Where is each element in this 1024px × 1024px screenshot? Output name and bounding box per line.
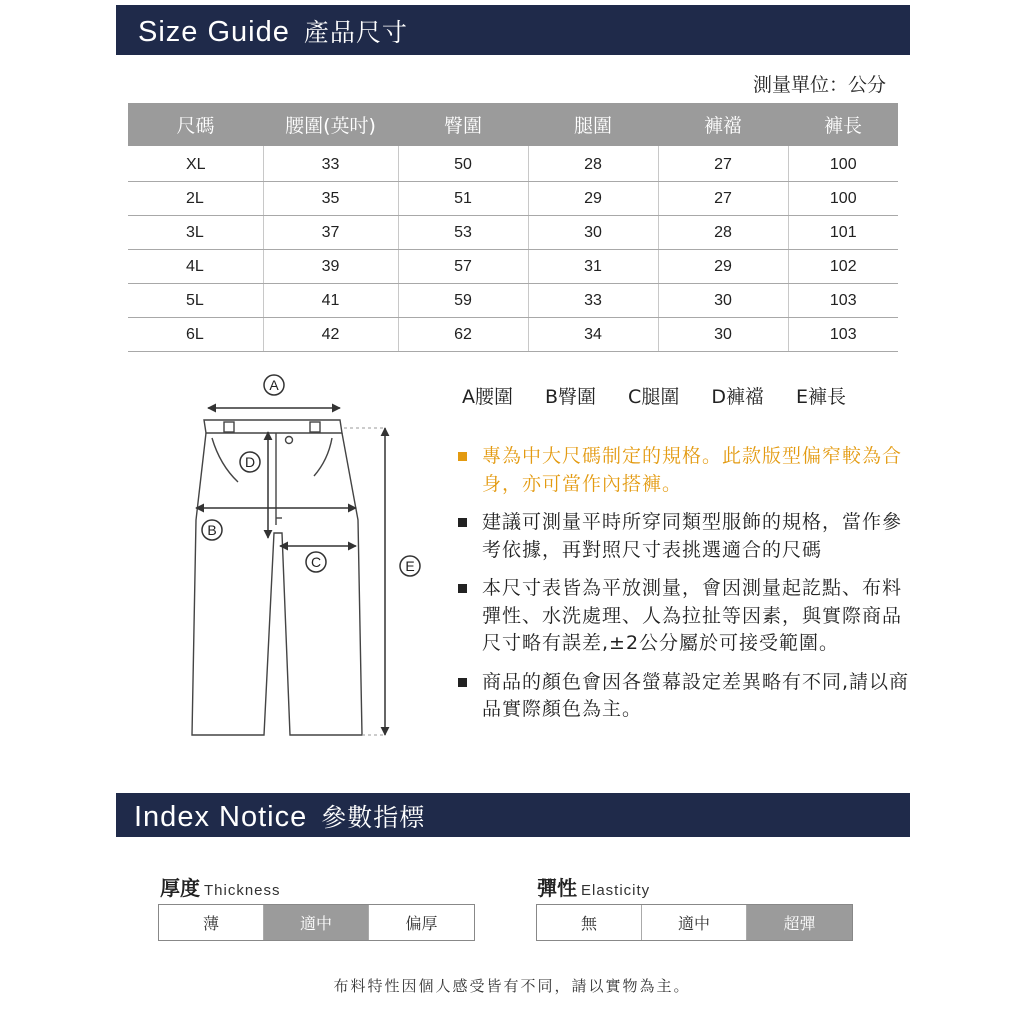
cell-thigh: 28 xyxy=(528,146,658,182)
size-table-header xyxy=(128,103,898,146)
table-row xyxy=(128,216,898,250)
cell-size: 4L xyxy=(128,250,263,284)
thickness-option: 薄 xyxy=(159,905,264,940)
note-item xyxy=(455,575,915,658)
elasticity-option-selected: 超彈 xyxy=(747,905,852,940)
cell-thigh: 33 xyxy=(528,284,658,318)
cell-rise: 27 xyxy=(658,146,788,182)
cell-waist: 37 xyxy=(263,216,398,250)
cell-thigh: 30 xyxy=(528,216,658,250)
thickness-label xyxy=(160,872,281,901)
cell-rise: 27 xyxy=(658,182,788,216)
note-item xyxy=(455,509,915,564)
size-notes xyxy=(455,443,915,735)
table-row xyxy=(128,182,898,216)
cell-length: 101 xyxy=(788,216,898,250)
cell-length: 100 xyxy=(788,182,898,216)
cell-waist: 42 xyxy=(263,318,398,352)
measurement-legend xyxy=(462,382,846,409)
size-guide-banner xyxy=(116,5,910,55)
cell-hip: 51 xyxy=(398,182,528,216)
cell-thigh: 34 xyxy=(528,318,658,352)
elasticity-label-zh: 彈性 xyxy=(537,876,577,900)
cell-size: 2L xyxy=(128,182,263,216)
bullet-icon xyxy=(458,518,467,527)
index-notice-title-zh: 參數指標 xyxy=(321,803,426,832)
cell-rise: 28 xyxy=(658,216,788,250)
cell-length: 102 xyxy=(788,250,898,284)
cell-hip: 53 xyxy=(398,216,528,250)
col-header-length: 褲長 xyxy=(788,103,898,146)
legend-b: B臀圍 xyxy=(545,386,597,408)
thickness-scale xyxy=(158,904,475,941)
cell-size: XL xyxy=(128,146,263,182)
col-header-size: 尺碼 xyxy=(128,103,263,146)
svg-text:B: B xyxy=(207,522,217,538)
legend-c: C腿圍 xyxy=(628,386,680,408)
legend-d: D褲襠 xyxy=(711,386,764,408)
cell-rise: 29 xyxy=(658,250,788,284)
cell-rise: 30 xyxy=(658,284,788,318)
table-row xyxy=(128,146,898,182)
col-header-hip: 臀圍 xyxy=(398,103,528,146)
note-text: 本尺寸表皆為平放測量，會因測量起訖點、布料彈性、水洗處理、人為拉扯等因素，與實際商品尺寸略有誤差,±2公分屬於可接受範圍。 xyxy=(482,577,903,654)
elasticity-label-en: Elasticity xyxy=(581,882,651,899)
note-text: 建議可測量平時所穿同類型服飾的規格，當作參考依據，再對照尺寸表挑選適合的尺碼 xyxy=(482,511,903,561)
elasticity-option: 適中 xyxy=(642,905,747,940)
table-row xyxy=(128,318,898,352)
thickness-option: 偏厚 xyxy=(405,914,438,933)
cell-size: 5L xyxy=(128,284,263,318)
cell-hip: 62 xyxy=(398,318,528,352)
col-header-thigh: 腿圍 xyxy=(528,103,658,146)
marker-e xyxy=(400,556,420,576)
elasticity-label xyxy=(537,872,650,901)
cell-thigh: 31 xyxy=(528,250,658,284)
cell-thigh: 29 xyxy=(528,182,658,216)
cell-rise: 30 xyxy=(658,318,788,352)
cell-size: 3L xyxy=(128,216,263,250)
size-guide-title-en: Size Guide xyxy=(138,16,290,48)
cell-length: 103 xyxy=(788,284,898,318)
cell-length: 100 xyxy=(788,146,898,182)
col-header-rise: 褲襠 xyxy=(658,103,788,146)
index-notice-title-en: Index Notice xyxy=(134,801,308,833)
svg-text:E: E xyxy=(405,558,415,574)
cell-waist: 35 xyxy=(263,182,398,216)
marker-b xyxy=(202,520,222,540)
cell-waist: 39 xyxy=(263,250,398,284)
note-item xyxy=(455,669,915,724)
elasticity-scale xyxy=(536,904,853,941)
unit-note: 測量單位：公分 xyxy=(752,74,886,96)
pants-diagram xyxy=(180,370,415,750)
cell-waist: 33 xyxy=(263,146,398,182)
cell-size: 6L xyxy=(128,318,263,352)
pants-outline xyxy=(192,420,362,735)
table-row xyxy=(128,250,898,284)
bullet-icon xyxy=(458,678,467,687)
bullet-icon xyxy=(458,584,467,593)
thickness-option-selected: 適中 xyxy=(264,905,369,940)
legend-a: A腰圍 xyxy=(462,386,513,408)
elasticity-option: 無 xyxy=(537,905,642,940)
col-header-waist: 腰圍(英吋) xyxy=(263,103,398,146)
note-item xyxy=(455,443,915,498)
bullet-icon xyxy=(458,452,467,461)
cell-hip: 59 xyxy=(398,284,528,318)
table-row xyxy=(128,284,898,318)
cell-hip: 57 xyxy=(398,250,528,284)
note-text: 專為中大尺碼制定的規格。此款版型偏窄較為合身，亦可當作內搭褲。 xyxy=(482,445,903,495)
cell-hip: 50 xyxy=(398,146,528,182)
thickness-label-en: Thickness xyxy=(204,882,281,899)
marker-c xyxy=(306,552,326,572)
svg-text:A: A xyxy=(269,377,279,393)
marker-d xyxy=(240,452,260,472)
index-notice-banner xyxy=(116,793,910,837)
svg-text:D: D xyxy=(244,454,256,470)
note-text: 商品的顏色會因各螢幕設定差異略有不同,請以商品實際顏色為主。 xyxy=(482,670,910,720)
cell-length: 103 xyxy=(788,318,898,352)
marker-a xyxy=(264,375,284,395)
fabric-footnote: 布料特性因個人感受皆有不同，請以實物為主。 xyxy=(333,977,691,995)
size-table xyxy=(128,103,898,352)
cell-waist: 41 xyxy=(263,284,398,318)
svg-text:C: C xyxy=(310,554,322,570)
legend-e: E褲長 xyxy=(795,386,846,408)
thickness-label-zh: 厚度 xyxy=(160,876,200,900)
size-guide-title-zh: 產品尺寸 xyxy=(303,18,408,47)
